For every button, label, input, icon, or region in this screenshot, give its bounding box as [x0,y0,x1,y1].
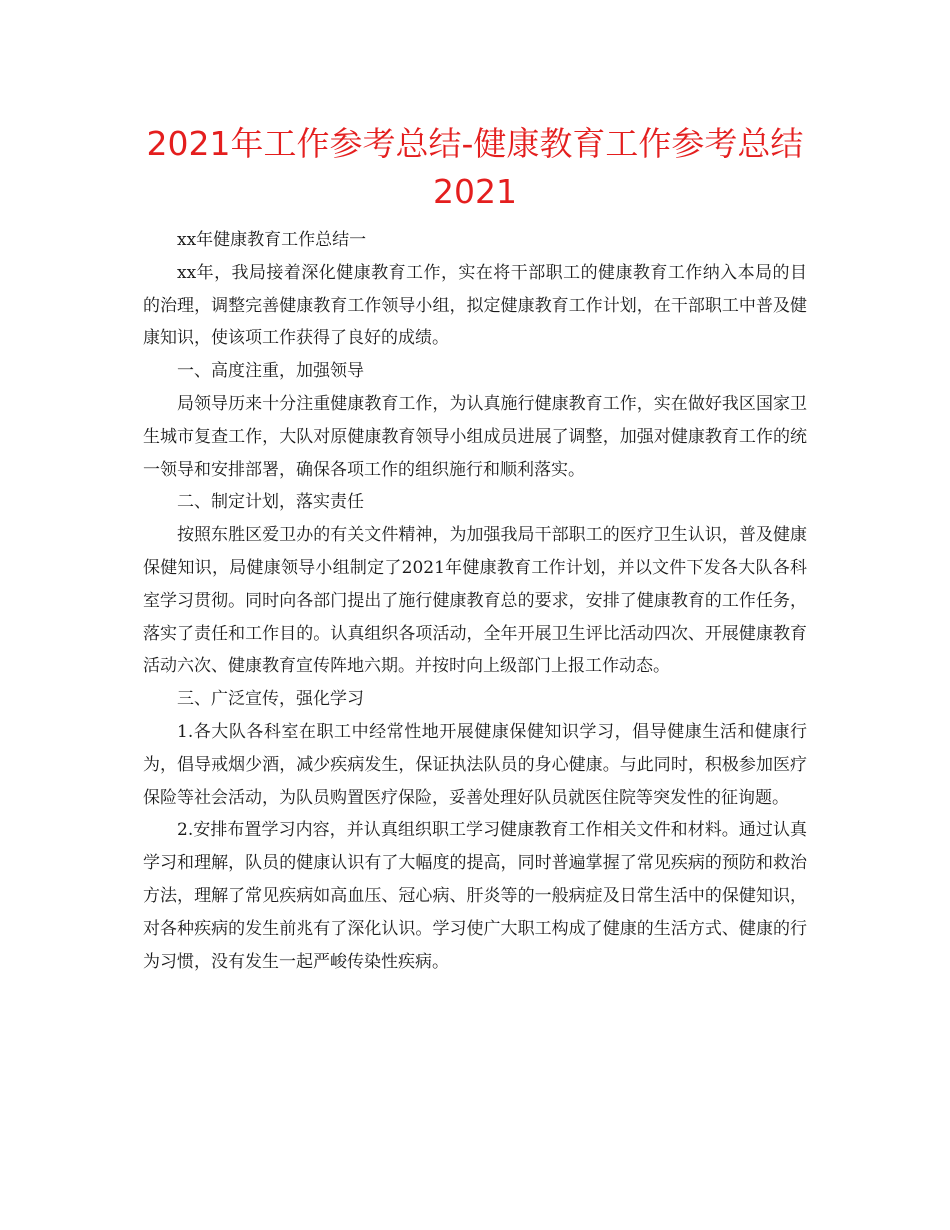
section-heading-2: 二、制定计划，落实责任 [177,492,364,513]
section-heading-3: 三、广泛宣传，强化学习 [177,689,364,710]
paragraph-intro: xx年，我局接着深化健康教育工作，实在将干部职工的健康教育工作纳入本局的目的治理，调整完善健康教育工作领导小组，拟定健康教育工作计划，在干部职工中普及健康知识，使该项工作获得了良好的成绩。 [143,262,807,349]
document-title: 2021年工作参考总结-健康教育工作参考总结2021 [146,124,804,211]
section-heading-1: 一、高度注重，加强领导 [177,361,364,382]
paragraph-item-1: 1.各大队各科室在职工中经常性地开展健康保健知识学习，倡导健康生活和健康行为，倡导戒烟少酒，减少疾病发生，保证执法队员的身心健康。与此同时，积极参加医疗保险等社会活动，为队员购置医疗保险，妥善处理好队员就医住院等突发性的征询题。 [143,721,807,808]
paragraph-subtitle: xx年健康教育工作总结一 [177,230,367,250]
paragraph-section-1: 局领导历来十分注重健康教育工作，为认真施行健康教育工作，实在做好我区国家卫生城市复查工作，大队对原健康教育领导小组成员进展了调整，加强对健康教育工作的统一领导和安排部署，确保各项工作的组织施行和顺利落实。 [143,393,807,480]
document-body [143,224,807,978]
document-page [143,120,807,978]
paragraph-item-2: 2.安排布置学习内容，并认真组织职工学习健康教育工作相关文件和材料。通过认真学习和理解，队员的健康认识有了大幅度的提高，同时普遍掌握了常见疾病的预防和救治方法，理解了常见疾病如高血压、冠心病、肝炎等的一般病症及日常生活中的保健知识，对各种疾病的发生前兆有了深化认识。学习使广大职工构成了健康的生活方式、健康的行为习惯，没有发生一起严峻传染性疾病。 [143,820,807,972]
paragraph-section-2: 按照东胜区爱卫办的有关文件精神，为加强我局干部职工的医疗卫生认识，普及健康保健知识，局健康领导小组制定了2021年健康教育工作计划，并以文件下发各大队各科室学习贯彻。同时向各部门提出了施行健康教育总的要求，安排了健康教育的工作任务，落实了责任和工作目的。认真组织各项活动，全年开展卫生评比活动四次、开展健康教育活动六次、健康教育宣传阵地六期。并按时向上级部门上报工作动态。 [143,525,807,677]
